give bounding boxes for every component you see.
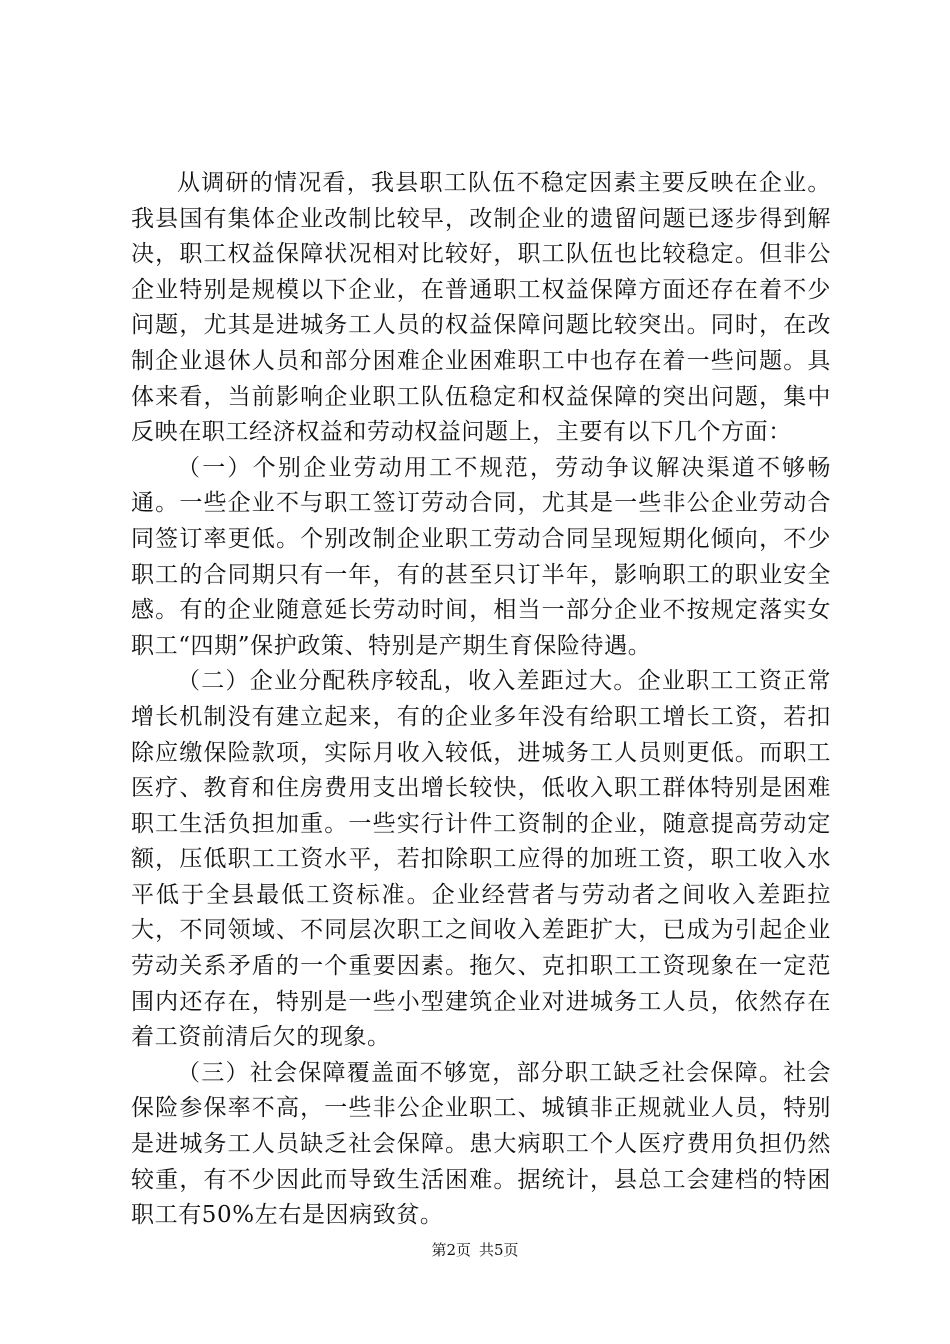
page-number-current: 第2页 <box>431 1241 471 1259</box>
paragraph-intro: 从调研的情况看，我县职工队伍不稳定因素主要反映在企业。我县国有集体企业改制比较早，改制企业的遗留问题已逐步得到解决，职工权益保障状况相对比较好，职工队伍也比较稳定。但非公企业特别是规模以下企业，在普通职工权益保障方面还存在着不少问题，尤其是进城务工人员的权益保障问题比较突出。同时，在改制企业退休人员和部分困难企业困难职工中也存在着一些问题。具体来看，当前影响企业职工队伍稳定和权益保障的突出问题，集中反映在职工经济权益和劳动权益问题上，主要有以下几个方面： <box>131 170 831 446</box>
paragraph-section-1: （一）个别企业劳动用工不规范，劳动争议解决渠道不够畅通。一些企业不与职工签订劳动合同，尤其是一些非公企业劳动合同签订率更低。个别改制企业职工劳动合同呈现短期化倾向，不少职工的合同期只有一年，有的甚至只订半年，影响职工的职业安全感。有的企业随意延长劳动时间，相当一部分企业不按规定落实女职工“四期”保护政策、特别是产期生育保险待遇。 <box>131 454 831 659</box>
page-footer <box>0 1240 950 1260</box>
page-number-total: 共5页 <box>479 1241 519 1259</box>
document-body <box>131 166 831 1234</box>
paragraph-section-2: （二）企业分配秩序较乱，收入差距过大。企业职工工资正常增长机制没有建立起来，有的企业多年没有给职工增长工资，若扣除应缴保险款项，实际月收入较低，进城务工人员则更低。而职工医疗、教育和住房费用支出增长较快，低收入职工群体特别是困难职工生活负担加重。一些实行计件工资制的企业，随意提高劳动定额，压低职工工资水平，若扣除职工应得的加班工资，职工收入水平低于全县最低工资标准。企业经营者与劳动者之间收入差距拉大，不同领域、不同层次职工之间收入差距扩大，已成为引起企业劳动关系矛盾的一个重要因素。拖欠、克扣职工工资现象在一定范围内还存在，特别是一些小型建筑企业对进城务工人员，依然存在着工资前清后欠的现象。 <box>131 668 831 1051</box>
paragraph-section-3: （三）社会保障覆盖面不够宽，部分职工缺乏社会保障。社会保险参保率不高，一些非公企业职工、城镇非正规就业人员，特别是进城务工人员缺乏社会保障。患大病职工个人医疗费用负担仍然较重，有不少因此而导致生活困难。据统计，县总工会建档的特困职工有50%左右是因病致贫。 <box>131 1059 831 1229</box>
